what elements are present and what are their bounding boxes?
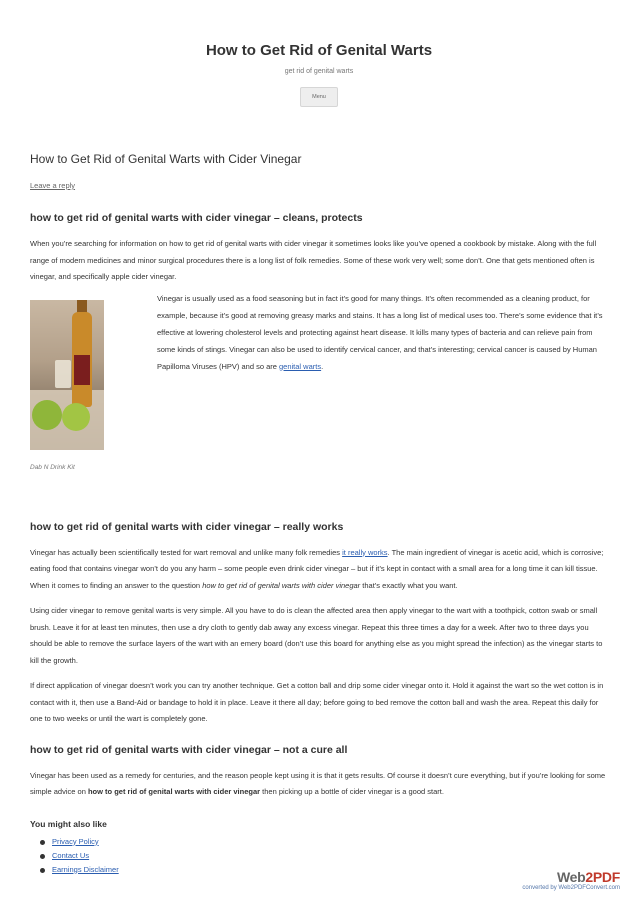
figure — [30, 300, 104, 471]
conclusion-paragraph: Vinegar has been used as a remedy for centuries, and the reason people kept using it is that it gets results. Of course it doesn’t cure everything, but if you’re looking for some simple advice on how to get rid of genital warts with cider vinegar then picking up a bottle of cider vinegar is a good start. — [30, 770, 606, 796]
web2pdf-watermark[interactable] — [522, 869, 620, 891]
post-content — [30, 152, 610, 877]
site-header — [0, 0, 638, 107]
figure-caption: Dab N Drink Kit — [30, 463, 75, 471]
site-title[interactable]: How to Get Rid of Genital Warts — [205, 42, 433, 59]
genital-warts-link[interactable]: genital warts — [279, 361, 322, 371]
intro-paragraph: When you’re searching for information on how to get rid of genital warts with cider vinegar it sometimes looks like you’ve opened a cookbook by mistake. Along with the full range of modern medicines and minor surgical procedures there is a long list of folk remedies. Some of these work very well; some don’t. One that gets mentioned often is vinegar, and specifically apple cider vinegar. — [30, 239, 597, 281]
section-heading-cleans: how to get rid of genital warts with cider vinegar – cleans, protects — [30, 212, 363, 224]
privacy-policy-link[interactable]: Privacy Policy — [52, 836, 99, 846]
section-heading-not-cure-all: how to get rid of genital warts with cider vinegar – not a cure all — [30, 743, 348, 756]
scientific-paragraph: Vinegar has actually been scientifically tested for wart removal and unlike many folk remedies it really works. The main ingredient of vinegar is acetic acid, which is corrosive; eating food that contains vinegar won’t do you any harm – some people even drink cider vinegar – but if it’s kept in contact with a small area for a long time it can kill tissue. When it comes to finding an answer to the question how to get rid of genital warts with cider vinegar that’s exactly what you want. — [30, 547, 604, 590]
figure-block — [30, 286, 610, 499]
list-item — [38, 835, 610, 849]
web2pdf-credit: converted by Web2PDFConvert.com — [522, 885, 620, 891]
cotton-ball-paragraph: If direct application of vinegar doesn’t work you can try another technique. Get a cotton ball and drip some cider vinegar onto it. Hold it against the wart so the wet cotton is in contact with it, then use a Band-Aid or bandage to hold it in place. Leave it there all day; before going to bed remove the cotton ball and wash the area. Repeat this daily for one to two weeks or until the wart is completely gone. — [30, 681, 604, 723]
web2pdf-logo: Web2PDF — [557, 869, 620, 885]
also-like-heading: You might also like — [30, 818, 107, 829]
post-title: How to Get Rid of Genital Warts with Cider Vinegar — [30, 152, 302, 166]
leave-reply-link[interactable]: Leave a reply — [30, 181, 76, 190]
section-heading-really-works: how to get rid of genital warts with cider vinegar – really works — [30, 520, 344, 533]
menu-button[interactable]: Menu — [300, 87, 338, 107]
vinegar-uses-paragraph: Vinegar is usually used as a food seasoning but in fact it’s good for many things. It’s often recommended as a cleaning product, for example, because it’s good at removing greasy marks and stains. It has a long list of medical uses too. There’s some evidence that it’s effective at lowering cholesterol levels and protecting against heart disease. It kills many types of bacteria and can relieve pain from some kinds of stings. Vinegar can also be used to identify cervical cancer, and that’s interesting; cervical cancer is caused by Human Papilloma Viruses (HPV) and so are — [157, 293, 603, 371]
contact-us-link[interactable]: Contact Us — [52, 850, 90, 860]
site-description: get rid of genital warts — [284, 68, 354, 75]
it-really-works-link[interactable]: it really works — [342, 547, 388, 557]
application-paragraph: Using cider vinegar to remove genital warts is very simple. All you have to do is clean the affected area then apply vinegar to the wart with a toothpick, cotton swab or small brush. Leave it for at least ten minutes, then use a dry cloth to gently dab away any excess vinegar. Repeat this three times a day for a week. After two to three days you should be able to remove the surface layers of the wart with an emery board (don’t use this board for anything else as you might spread the infection) as the vinegar starts to kill the growth. — [30, 606, 603, 665]
vinegar-apples-photo — [30, 300, 104, 450]
vinegar-uses-text: Vinegar is usually used as a food seasoning but in fact it’s good for many things. It’s often recommended as a cleaning product, for example, because it’s good at removing greasy marks and stains. It has a long list of medical uses too. There’s some evidence that it’s effective at lowering cholesterol levels and protecting against heart disease. It kills many types of bacteria and can relieve pain from some kinds of stings. Vinegar can also be used to identify cervical cancer, and that’s interesting; cervical cancer is caused by Human Papilloma Viruses (HPV) and so are genital warts. — [157, 293, 603, 371]
earnings-disclaimer-link[interactable]: Earnings Disclaimer — [52, 864, 119, 874]
list-item — [38, 849, 610, 863]
